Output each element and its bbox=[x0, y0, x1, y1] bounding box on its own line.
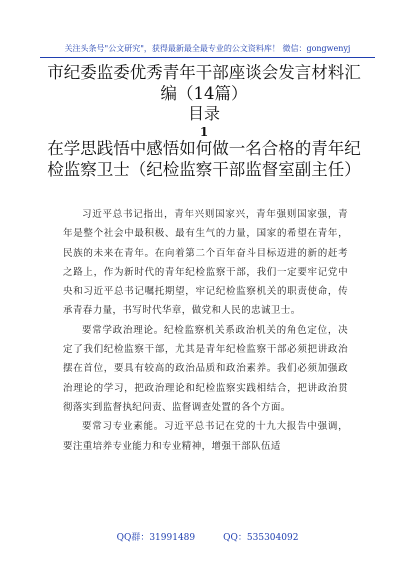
document-title: 市纪委监委优秀青年干部座谈会发言材料汇编（14篇） bbox=[47, 63, 361, 103]
footer-qq-group: QQ群：31991489 bbox=[116, 533, 196, 543]
toc-item-number: 1 bbox=[199, 125, 209, 139]
toc-heading: 目录 bbox=[187, 104, 220, 123]
paragraph-3: 要常习专业素能。习近平总书记在党的十九大报告中强调，要注重培养专业能力和专业精神，增强干部队伍适 bbox=[63, 421, 348, 452]
section-title: 在学思践悟中感悟如何做一名合格的青年纪检监察卫士（纪检监察干部监督室副主任） bbox=[47, 139, 361, 179]
paragraph-1: 习近平总书记指出，青年兴则国家兴，青年强则国家强，青年是整个社会中最积极、最有生气的力量，国家的希望在青年，民族的未来在青年。在向着第二个百年奋斗目标迈进的新的赶考之路上，作为新时代的青年纪检监察干部，我们一定要牢记党中央和习近平总书记嘱托期望，牢记纪检监察机关的职责使命，传承青春力量，书写时代华章，做党和人民的忠诚卫士。 bbox=[63, 209, 348, 317]
header-note: 关注头条号"公文研究"，获得最新最全最专业的公文资料库！ 微信：gongwenyj bbox=[64, 44, 351, 53]
footer-contact bbox=[40, 532, 375, 544]
paragraph-2: 要常学政治理论。纪检监察机关系政治机关的角色定位，决定了我们纪检监察干部，尤其是青年纪检监察干部必须把讲政治摆在首位，要具有较高的政治品质和政治素养。我们必须加强政治理论的学习，把政治理论和纪检监察实践相结合，把讲政治贯彻落实到监督执纪问责、监督调查处置的各个方面。 bbox=[63, 324, 348, 413]
header-divider bbox=[40, 57, 375, 58]
footer-qq-number: QQ：535304092 bbox=[223, 533, 299, 543]
body-text bbox=[63, 205, 348, 456]
